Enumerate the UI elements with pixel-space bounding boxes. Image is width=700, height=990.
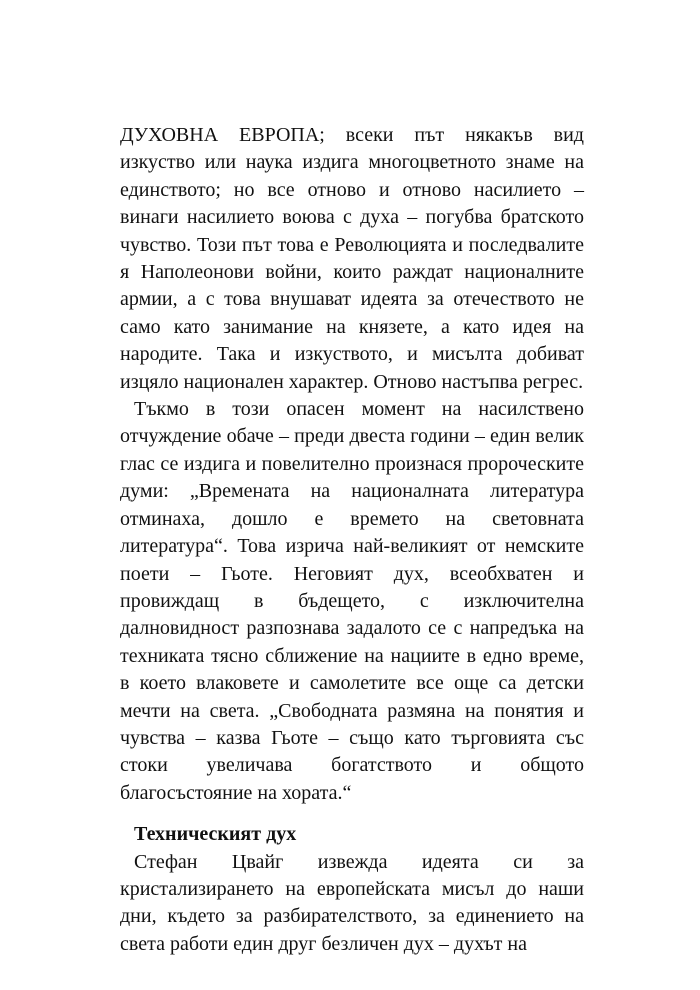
body-text [120, 122, 584, 958]
paragraph-continuation: ДУХОВНА ЕВРОПА; всеки път някакъв вид изкуство или наука издига многоцветното знаме на единството; но все отново и отново насилието – винаги насилието воюва с духа – погубва братското чувство. Този път това е Революцията и последвалите я Наполеонови войни, които раждат националните армии, а с това внушават идеята за отечеството не само като занимание на князете, а като идея на народите. Така и изкуството, и мисълта добиват изцяло национален характер. Отново настъпва регрес. [120, 124, 584, 393]
paragraph-goethe: Тъкмо в този опасен момент на насилствено отчуждение обаче – преди двеста години – един велик глас се издига и повелително произнася пророческите думи: „Времената на националната литература отминаха, дошло е времето на световната литература“. Това изрича най-великият от немските поети – Гьоте. Неговият дух, всеобхватен и провиждащ в бъдещето, с изключителна далновидност разпознава задалото се с напредъка на техниката тясно сближение на нациите в едно време, в което влаковете и самолетите все още са детски мечти на света. „Свободната размяна на понятия и чувства – казва Гьоте – също като търговията със стоки увеличава богатството и общото благосъстояние на хората.“ [120, 398, 584, 804]
section-heading: Техническият дух [134, 823, 297, 846]
paragraph-zweig: Стефан Цвайг извежда идеята си за кристализирането на европейската мисъл до наши дни, където за разбирателството, за единението на света работи един друг безличен дух – духът на [120, 850, 584, 955]
